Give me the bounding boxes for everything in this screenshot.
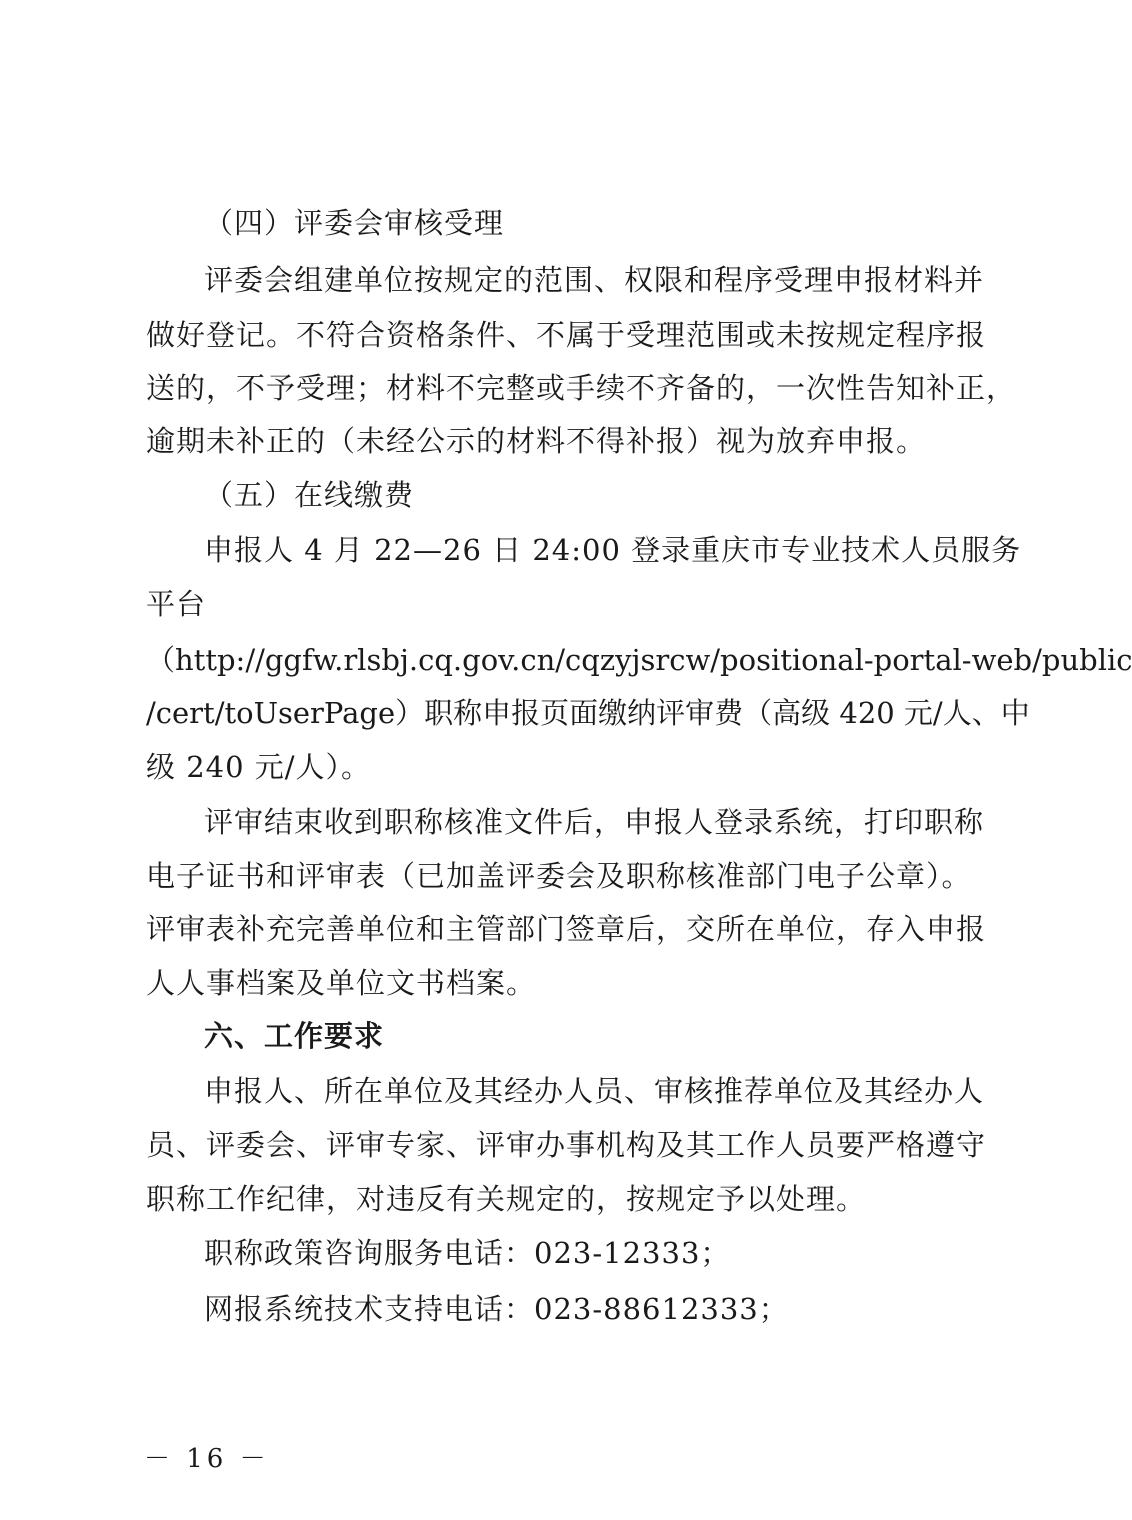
paragraph-line: 做好登记。不符合资格条件、不属于受理范围或未按规定程序报 [146, 318, 987, 352]
paragraph-line: 申报人、所在单位及其经办人员、审核推荐单位及其经办人 [204, 1074, 985, 1108]
paragraph-line: 平台 [146, 587, 207, 621]
section-heading-payment: （五）在线缴费 [204, 478, 415, 512]
section-heading-review: （四）评委会审核受理 [204, 206, 505, 240]
paragraph-line: 评审表补充完善单位和主管部门签章后，交所在单位，存入申报 [146, 912, 987, 946]
paragraph-line: 职称工作纪律，对违反有关规定的，按规定予以处理。 [146, 1182, 867, 1216]
tech-support-hotline: 网报系统技术支持电话：023-88612333； [204, 1292, 789, 1326]
paragraph-line: 人人事档案及单位文书档案。 [146, 966, 537, 1000]
paragraph-line: 申报人 4 月 22—26 日 24:00 登录重庆市专业技术人员服务 [204, 533, 1022, 567]
paragraph-line: 评审结束收到职称核准文件后，申报人登录系统，打印职称 [204, 805, 985, 839]
policy-hotline: 职称政策咨询服务电话：023-12333； [204, 1236, 731, 1270]
paragraph-line: 员、评委会、评审专家、评审办事机构及其工作人员要严格遵守 [146, 1128, 987, 1162]
url-line: （http://ggfw.rlsbj.cq.gov.cn/cqzyjsrcw/positional-portal-web/public [146, 643, 1132, 677]
paragraph-line: /cert/toUserPage）职称申报页面缴纳评审费（高级 420 元/人、中 [146, 696, 1030, 730]
paragraph-line: 电子证书和评审表（已加盖评委会及职称核准部门电子公章）。 [146, 859, 972, 893]
paragraph-line: 逾期未补正的（未经公示的材料不得补报）视为放弃申报。 [146, 424, 927, 458]
paragraph-line: 级 240 元/人）。 [146, 750, 372, 784]
paragraph-line: 送的，不予受理；材料不完整或手续不齐备的，一次性告知补正， [146, 371, 1017, 405]
section-heading-requirements: 六、工作要求 [204, 1019, 385, 1053]
paragraph-line: 评委会组建单位按规定的范围、权限和程序受理申报材料并 [204, 263, 985, 297]
page-number: － 16 － [144, 1444, 270, 1474]
